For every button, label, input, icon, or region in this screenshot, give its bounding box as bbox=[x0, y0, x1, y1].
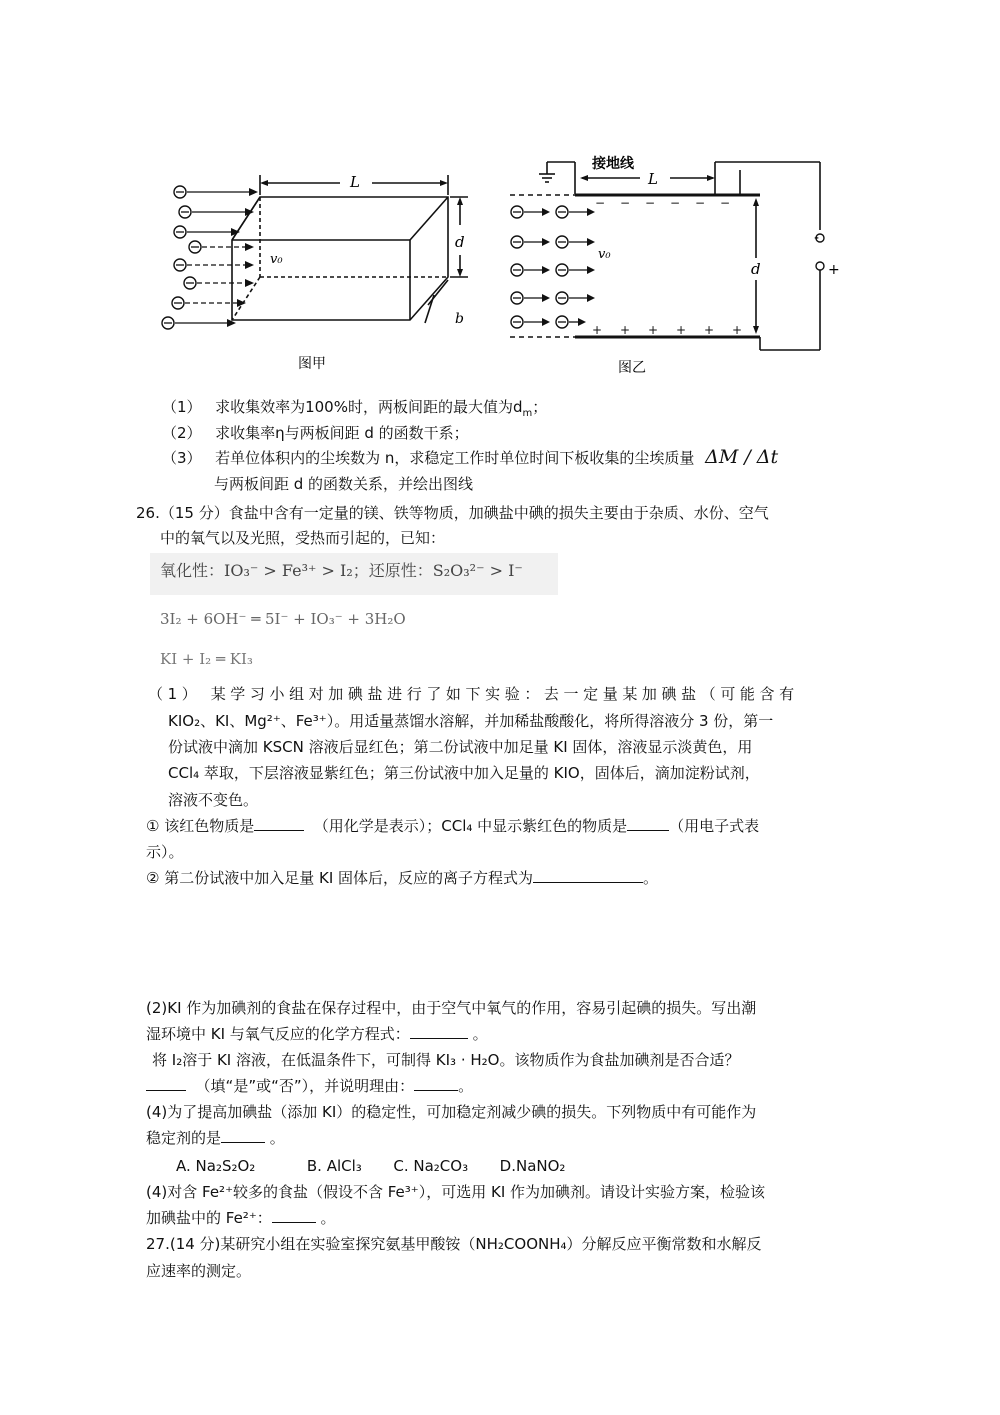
q25-formula: ΔM / Δt bbox=[705, 446, 779, 468]
fig-left-v0: v₀ bbox=[270, 252, 283, 267]
answer-blank[interactable] bbox=[146, 1076, 186, 1091]
q27-l2: 应速率的测定。 bbox=[146, 1262, 252, 1280]
svg-text:−: − bbox=[695, 196, 706, 210]
fig-right-v0: v₀ bbox=[598, 247, 611, 262]
answer-blank[interactable] bbox=[254, 816, 304, 831]
q26-intro-1: 26.（15 分）食盐中含有一定量的镁、铁等物质，加碘盐中碘的损失主要由于杂质、水份、空气 bbox=[136, 504, 769, 522]
q26-sub2: ② 第二份试液中加入足量 KI 固体后，反应的离子方程式为 。 bbox=[146, 869, 659, 887]
answer-blank[interactable] bbox=[272, 1208, 316, 1223]
fig-right-minus: - bbox=[814, 230, 820, 246]
q27-l1: 27.(14 分)某研究小组在实验室探究氨基甲酸铵（NH₂COONH₄）分解反应平衡常数和水解反 bbox=[146, 1235, 762, 1253]
svg-text:+: + bbox=[648, 323, 659, 337]
fig-left-b: b bbox=[455, 311, 464, 327]
svg-text:−: − bbox=[670, 196, 681, 210]
q26-sub1-cont: 示）。 bbox=[146, 843, 184, 861]
svg-text:+: + bbox=[676, 323, 687, 337]
q25-part2: （2） 求收集率η与两板间距 d 的函数干系； bbox=[162, 424, 469, 442]
fig-left-caption: 图甲 bbox=[298, 356, 326, 372]
q26-part1-l3: 份试液中滴加 KSCN 溶液后显红色；第二份试液中加足量 KI 固体，溶液显示淡黄色，用 bbox=[168, 738, 753, 756]
q25-part3-cont: 与两板间距 d 的函数关系，并绘出图线 bbox=[214, 475, 474, 493]
figure-left bbox=[150, 155, 490, 385]
option-c[interactable]: C. Na₂CO₃ bbox=[393, 1157, 469, 1175]
svg-text:−: − bbox=[720, 196, 731, 210]
q26-part5-l1: (4)对含 Fe²⁺较多的食盐（假设不含 Fe³⁺），可选用 KI 作为加碘剂。请设计实验方案，检验该 bbox=[146, 1183, 766, 1201]
fig-right-L: L bbox=[648, 170, 658, 188]
svg-text:+: + bbox=[732, 323, 743, 337]
q25-part3: （3） 若单位体积内的尘埃数为 n，求稳定工作时单位时间下板收集的尘埃质量 ΔM / Δt bbox=[162, 446, 779, 468]
q26-part4-l2: 稳定剂的是 。 bbox=[146, 1129, 285, 1147]
option-b[interactable]: B. AlCl₃ bbox=[306, 1157, 362, 1175]
q26-part3-l2: （填“是”或“否”），并说明理由： 。 bbox=[146, 1075, 473, 1097]
answer-blank[interactable] bbox=[410, 1024, 468, 1039]
fig-right-d: d bbox=[751, 260, 761, 278]
q26-part1-l4: CCl₄ 萃取，下层溶液显紫红色；第三份试液中加入足量的 KIO，固体后，滴加淀粉试剂， bbox=[168, 764, 760, 782]
fig-right-caption: 图乙 bbox=[618, 360, 646, 376]
q26-part1-l5: 溶液不变色。 bbox=[168, 791, 259, 809]
answer-blank[interactable] bbox=[533, 868, 643, 883]
q26-intro-2: 中的氧气以及光照，受热而引起的，已知： bbox=[160, 529, 446, 547]
option-d[interactable]: D.NaNO₂ bbox=[499, 1157, 566, 1175]
svg-text:−: − bbox=[645, 196, 656, 210]
fig-left-L: L bbox=[350, 173, 360, 191]
q26-part3-l1: 将 I₂溶于 KI 溶液，在低温条件下，可制得 KI₃ · H₂O。该物质作为食盐加碘剂是否合适？ bbox=[152, 1051, 740, 1069]
svg-text:+: + bbox=[620, 323, 631, 337]
svg-text:−: − bbox=[620, 196, 631, 210]
fig-right-ground: 接地线 bbox=[592, 156, 634, 172]
q26-part1-l1: （1） 某学习小组对加碘盐进行了如下实验：去一定量某加碘盐（可能含有 bbox=[148, 685, 799, 703]
answer-blank[interactable] bbox=[221, 1128, 265, 1143]
answer-blank[interactable] bbox=[627, 816, 669, 831]
q26-sub1: ① 该红色物质是 （用化学是表示）；CCl₄ 中显示紫红色的物质是 （用电子式表 bbox=[146, 817, 760, 835]
q26-part1-l2: KIO₂、KI、Mg²⁺、Fe³⁺）。用适量蒸馏水溶解，并加稀盐酸酸化，将所得溶液分 3 份，第一 bbox=[168, 712, 774, 730]
q26-part2-l2: 湿环境中 KI 与氧气反应的化学方程式： 。 bbox=[146, 1025, 488, 1043]
option-a[interactable]: A. Na₂S₂O₂ bbox=[176, 1157, 256, 1175]
svg-text:−: − bbox=[595, 196, 606, 210]
q26-options bbox=[176, 1155, 565, 1177]
answer-blank[interactable] bbox=[414, 1076, 458, 1091]
fig-right-plus: + bbox=[828, 262, 840, 278]
svg-text:+: + bbox=[704, 323, 715, 337]
fig-left-d: d bbox=[455, 233, 465, 251]
q25-part1: （1） 求收集效率为100%时，两板间距的最大值为$d_m$； bbox=[162, 398, 548, 419]
q26-part5-l2: 加碘盐中的 Fe²⁺： 。 bbox=[146, 1209, 336, 1227]
figure-right bbox=[500, 150, 860, 385]
q26-known-oxidation: 氧化性：IO₃⁻ > Fe³⁺ > I₂；还原性：S₂O₃²⁻ > I⁻ bbox=[160, 561, 523, 580]
svg-text:+: + bbox=[592, 323, 603, 337]
q26-part4-l1: (4)为了提高加碘盐（添加 KI）的稳定性，可加稳定剂减少碘的损失。下列物质中有可能作为 bbox=[146, 1103, 757, 1121]
q26-part2-l1: (2)KI 作为加碘剂的食盐在保存过程中，由于空气中氧气的作用，容易引起碘的损失。写出潮 bbox=[146, 999, 757, 1017]
q26-known-eq1: 3I₂ + 6OH⁻ ═ 5I⁻ + IO₃⁻ + 3H₂O bbox=[160, 610, 406, 628]
q26-known-eq2: KI + I₂ ═ KI₃ bbox=[160, 650, 253, 668]
